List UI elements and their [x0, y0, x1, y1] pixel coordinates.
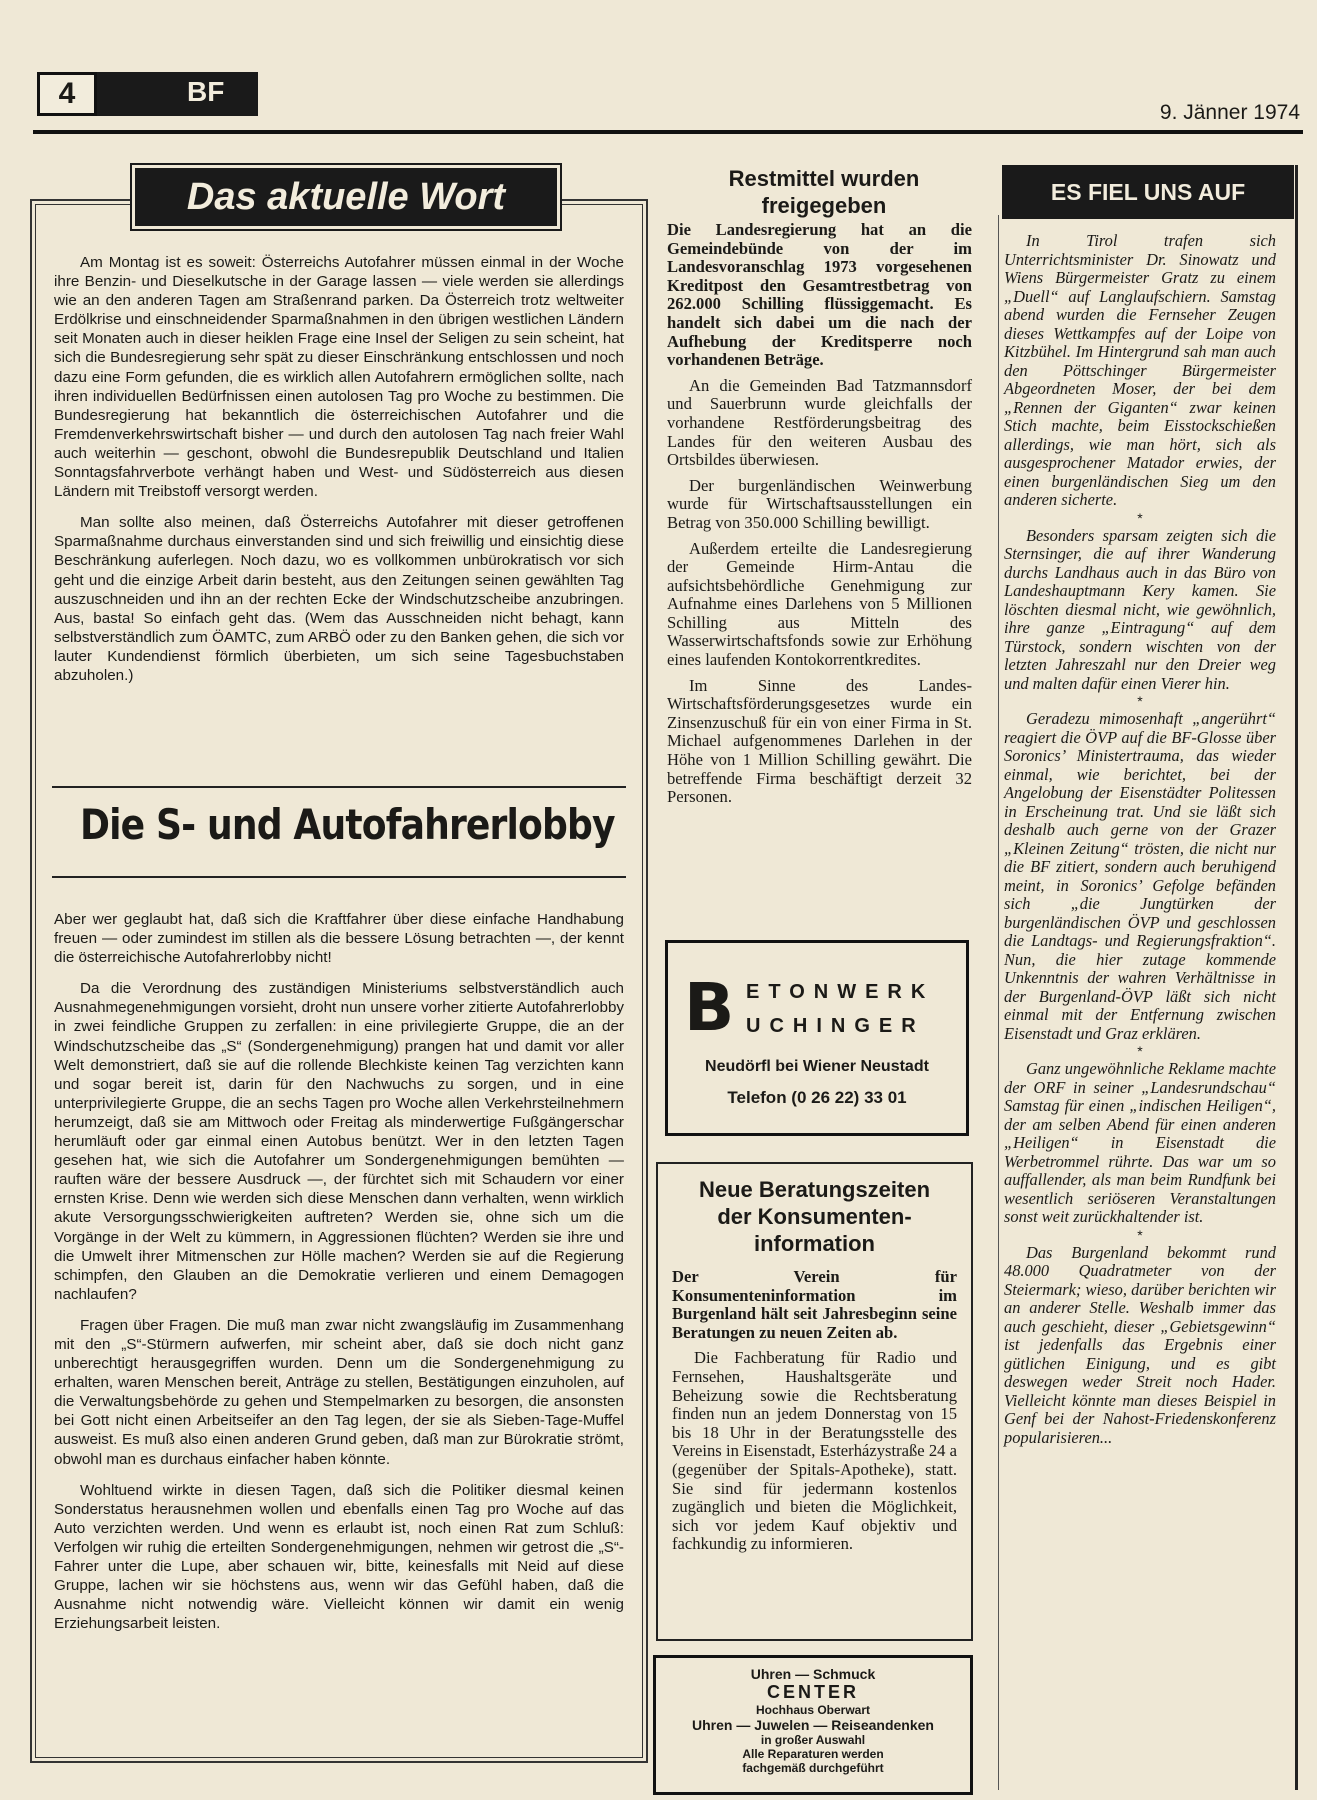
- separator-star: *: [1137, 509, 1143, 526]
- separator-star: *: [1137, 1226, 1143, 1243]
- section-title-box: [1002, 165, 1294, 219]
- paragraph: Das Burgenland bekommt rund 48.000 Quadratmeter von der Steiermark; wieso, darüber berichten wir an anderer Stelle. Weshalb immer das auch geschieht, dieser „Gebietsgewinn“ ist jedenfalls das Ergebnis einer gütlichen Einigung, und es gibt deswegen weder Streit noch Hader. Vielleicht könnte man dieses Beispiel in Genf bei der Nahost-Friedenskonferenz popularisieren...: [1004, 1242, 1276, 1447]
- column-right-rule: [1295, 165, 1298, 1790]
- divider: [52, 876, 626, 878]
- paragraph: Der burgenländischen Weinwerbung wurde für Wirtschaftsausstellungen ein Betrag von 350.000 Schilling bewilligt.: [667, 475, 972, 532]
- box-headline: [658, 1176, 971, 1257]
- ad-betonwerk: [665, 940, 969, 1136]
- paragraph: Fragen über Fragen. Die muß man zwar nicht zwangsläufig im Zusammenhang mit den „S“-Stürmern aufwerfen, mir scheint aber, daß sie doch nicht ganz unberechtigt herausgegriffen wurden. Denn um die Sondergenehmigung zu erhalten, waren Menschen bereit, Anträge zu stellen, Bestätigungen einzuholen, auf die Verwaltungsbehörde zu gehen und Stempelmarken zu besorgen, die ansonsten bei Gott nicht einen Arbeitseifer an den Tag legen, der sie als Sieben-Tage-Muffel ausweist. Es muß also einen anderen Grund geben, daß man zur Bürokratie strömt, obwohl man es durchaus einfacher haben könnte.: [54, 1316, 624, 1468]
- section-title-box: [132, 165, 560, 229]
- page-number-box: [37, 72, 97, 116]
- paragraph: Man sollte also meinen, daß Österreichs Autofahrer mit dieser getroffenen Sparmaßnahme durchaus einverstanden sind und sich freiwillig und einsichtig diese Beschränkung auferlegen. Noch dazu, wo es vollkommen unbürokratisch vor sich geht und die einzige Arbeit darin besteht, aus den Zeitungen seinen gewählten Tag auszuschneiden und ihn an der rechten Ecke der Windschutzscheibe anzubringen. Aus, basta! So einfach geht das. (Wem das Ausschneiden nicht behagt, kann selbstverständlich zum ÖAMTC, zum ARBÖ oder zu den Banken gehen, die sich vor lauter Kundendienst förmlich überbieten, um sich seine Tagesbuchstaben abzuholen.): [54, 514, 624, 684]
- paragraph: Am Montag ist es soweit: Österreichs Autofahrer müssen einmal in der Woche ihre Benzin- und Dieselkutsche in der Garage lassen — viele werden sie allerdings wie an den anderen Tagen am Straßenrand parken. Da Österreich trotz weltweiter Erdölkrise und einschneidender Sparmaßnahmen in den übrigen westlichen Ländern seit Monaten auch in dieser heiklen Frage eine Insel der Seligen zu sein scheint, hat sich die Bundesregierung sehr spät zu dieser Einschränkung entschlossen und noch dazu eine Form gefunden, die es wirklich allen Autofahrern ermöglichen sollte, nach ihren individuellen Bedürfnissen einen autolosen Tag pro Woche zu bestimmen. Die Bundesregierung hat bekanntlich die österreichischen Autofahrer und die Fremdenverkehrswirtschaft bisher — und durch den autolosen Tag nach freier Wahl auch weiterhin — geschont, obwohl die Bundesrepublik Deutschland und Italien Sonntagsfahrverbote verhängt haben und West- und Südösterreich aus diesen Ländern mit Treibstoff versorgt werden.: [54, 254, 624, 501]
- separator-star: *: [1137, 693, 1143, 709]
- ad-uhren-center: [653, 1655, 973, 1795]
- header-rule: [33, 130, 1303, 134]
- ad-line: in großer Auswahl: [760, 1733, 866, 1747]
- paragraph: Die Fachberatung für Radio und Fernsehen, Haushaltsgeräte und Beheizung sowie die Rechtsberatung finden nun an jedem Donnerstag von 15 bis 18 Uhr in der Beratungsstelle des Vereins in Eisenstadt, Esterházystraße 24 a (gegenüber der Spitals-Apotheke), statt. Sie sind für jedermann kostenlos zugänglich und bieten die Möglichkeit, sich vor jedem Kauf objektiv und fachkundig zu informieren.: [672, 1348, 957, 1554]
- ad-initial: B: [684, 969, 735, 1046]
- paragraph: Ganz ungewöhnliche Reklame machte der ORF in seiner „Landesrundschau“ Samstag für einen „indischen Heiligen“, der am selben Abend für einen anderen „Heiligen“ in Eisenstadt die Werbetrommel rührte. Das war um so auffallender, als man beim Rundfunk bei wesentlich seriöseren Veranstaltungen sonst weit zurückhaltender ist.: [1004, 1059, 1276, 1226]
- paragraph: In Tirol trafen sich Unterrichtsminister Dr. Sinowatz und Wiens Bürgermeister Gratz zu einem „Duell“ auf Langlaufschiern. Samstag abend wurden die Fernseher Zeugen dieses Wettkampfes auf der Loipe von Kitzbühel. Im Hintergrund sah man auch den Pöttschinger Bürgermeister Abgeordneten Moser, der bei dem „Rennen der Giganten“ zwar keinen Stich machte, beim Eisstockschießen allerdings, wie man hört, sich als ausgesprochener Matador erwies, der einen burgenländischen Sieg um den anderen sicherte.: [1004, 231, 1276, 509]
- article-restmittel: [667, 221, 972, 814]
- box-konsumenteninformation: [656, 1162, 973, 1641]
- ad-line: Uhren — Juwelen — Reiseandenken: [692, 1717, 934, 1733]
- section-title: ES FIEL UNS AUF: [1050, 179, 1246, 205]
- ad-brand: CENTER: [766, 1682, 859, 1702]
- paper-logo: BF: [187, 76, 225, 107]
- ad-line1: ETONWERK: [746, 981, 935, 1003]
- paper-logo-bar: [97, 72, 258, 116]
- headline-line: der Konsumenten-: [717, 1204, 912, 1229]
- headline-line: freigegeben: [761, 193, 887, 218]
- column-right-rule: [998, 215, 999, 1790]
- headline-lobby: Die S- und Autofahrerlobby: [80, 800, 615, 849]
- paragraph: Aber wer geglaubt hat, daß sich die Kraftfahrer über diese einfache Handhabung freuen — oder zumindest im stillen als die bessere Lösung betrachten —, der kennt die österreichische Autofahrerlobby nicht!: [54, 911, 624, 967]
- paragraph: Im Sinne des Landes-Wirtschaftsförderungsgesetzes wurde ein Zinsenzuschuß für ein von einer Firma in St. Michael aufgenommenes Darlehen in der Höhe von 1 Million Schilling gewährt. Die betreffende Firma beschäftigt derzeit 32 Personen.: [667, 675, 972, 807]
- lead-paragraph: Der Verein für Konsumenteninformation im Burgenland hält seit Jahresbeginn seine Beratungen zu neuen Zeiten ab.: [672, 1267, 957, 1342]
- lead-paragraph: Die Landesregierung hat an die Gemeindebünde von der im Landesvoranschlag 1973 vorgesehenen Kreditpost den Gesamtrestbetrag von 262.000 Schilling flüssiggemacht. Es handelt sich dabei um die nach der Aufhebung der Kreditsperre noch vorhandenen Beträge.: [667, 220, 972, 370]
- paragraph: Wohltuend wirkte in diesen Tagen, daß sich die Politiker diesmal keinen Sonderstatus herausnehmen wollen und ebenfalls einen Tag pro Woche auf das Auto verzichten werden. Und wenn es erlaubt ist, noch einen Rat zum Schluß: Verfolgen wir ruhig die erteilten Sondergenehmigungen, nehmen wir getrost die „S“-Fahrer unter die Lupe, aber schauen wir, bitte, keinesfalls mit Neid auf diese Gruppe, lachen wir sie höchstens aus, wenn wir das Gefühl haben, daß die Ausnahme nicht notwendig wäre. Vielleicht können wir damit ein wenig Erziehungsarbeit leisten.: [54, 1481, 624, 1633]
- paragraph: An die Gemeinden Bad Tatzmannsdorf und Sauerbrunn wurde gleichfalls der vorhandene Restförderungsbeitrag des Landes für den weiteren Ausbau des Ortsbildes überwiesen.: [667, 375, 972, 470]
- ad-line2: UCHINGER: [746, 1015, 925, 1037]
- column-es-fiel-uns-auf: [1004, 232, 1276, 1447]
- article-autofreier-tag: [54, 253, 624, 697]
- headline-line: Neue Beratungszeiten: [698, 1177, 931, 1202]
- headline-line: Restmittel wurden: [728, 166, 920, 191]
- paragraph: Geradezu mimosenhaft „angerührt“ reagiert die ÖVP auf die BF-Glosse über Soronics’ Ministertrauma, das wieder einmal, wie berichtet, bei der Angelobung der Eisenstädter Politessen in Erscheinung trat. Und sie läßt sich deshalb auch gerne von der Grazer „Kleinen Zeitung“ trösten, die nicht nur die BF zitiert, sondern auch beruhigend meint, in Soronics’ Gefolge befänden sich „die Jungtürken der burgenländischen ÖVP und geschlossen die Landtags- und Regierungsfraktion“. Nun, die hier zutage kommende Unkenntnis der wahren Verhältnisse in der Burgenland-ÖVP läßt sich nicht einmal mit der Entfernung zwischen Eisenstadt und Graz erklären.: [1004, 709, 1276, 1043]
- headline-restmittel: [664, 165, 984, 219]
- article-lobby: [54, 910, 624, 1645]
- headline-line: information: [754, 1231, 875, 1256]
- paragraph: Besonders sparsam zeigten sich die Sternsinger, die auf ihrer Wanderung durchs Landhaus auch in das Büro von Landeshauptmann Kery kamen. Sie löschten diesmal nicht, wie gewöhnlich, ihre ganze „Eintragung“ auf dem Türstock, sondern wischten von der letzten Jahreszahl nur den Dreier weg und malten dafür einen Vierer hin.: [1004, 525, 1276, 693]
- ad-line: Alle Reparaturen werden: [742, 1747, 884, 1761]
- ad-line: Hochhaus Oberwart: [755, 1703, 871, 1717]
- separator-star: *: [1137, 1043, 1143, 1059]
- page-number: 4: [58, 77, 76, 110]
- ad-line: fachgemäß durchgeführt: [742, 1761, 884, 1775]
- divider: [52, 786, 626, 788]
- issue-date: 9. Jänner 1974: [1159, 101, 1300, 124]
- paragraph: Da die Verordnung des zuständigen Ministeriums selbstverständlich auch Ausnahmegenehmigungen vorsieht, droht nun unsere vorher zitierte Autofahrerlobby in zwei feindliche Gruppen zu zerfallen: in eine privilegierte Gruppe, die an der Windschutzscheibe das „S“ (Sondergenehmigung) prangen hat und damit vor aller Welt demonstriert, daß sie auf die rollende Blechkiste keinen Tag verzichten kann und sogar bereit ist, darin für den Nachwuchs zu sorgen, und in eine unterprivilegierte Gruppe, die an sechs Tagen pro Woche allen Verkehrsteilnehmern herumzeigt, daß sie am Mittwoch oder Freitag als minderwertige Fußgängerschar herumläuft oder gar einmal einen Autobus benützt. Wer in den letzten Tagen gesehen hat, wie sich die Autofahrer um Sondergenehmigungen bemühten — rauften wäre der bessere Ausdruck —, der fürchtet sich mit Schaudern vor einer ernsten Krise. Denn wie werden sich diese Menschen dann verhalten, wenn wirklich akute Versorgungsschwierigkeiten auftreten? Werden sie, ohne sich um die Vorgänge in der Welt zu kümmern, in Aggressionen flüchten? Werden sie ihre und die Umwelt ihrer Mitmenschen zur Hölle machen? Werden sie auf die Regierung schimpfen, den Glauben an die Demokratie verlieren und einem Demagogen nachlaufen?: [54, 980, 624, 1303]
- ad-address: Neudörfl bei Wiener Neustadt: [705, 1058, 929, 1075]
- section-title: Das aktuelle Wort: [186, 176, 506, 218]
- ad-line: Uhren — Schmuck: [750, 1666, 876, 1682]
- paragraph: Außerdem erteilte die Landesregierung der Gemeinde Hirm-Antau die aufsichtsbehördliche Genehmigung zur Aufnahme eines Darlehens von 5 Millionen Schilling aus Mitteln des Wasserwirtschaftsfonds sowie zur Erhöhung eines laufenden Kontokorrentkredites.: [667, 538, 972, 670]
- ad-phone: Telefon (0 26 22) 33 01: [727, 1088, 907, 1107]
